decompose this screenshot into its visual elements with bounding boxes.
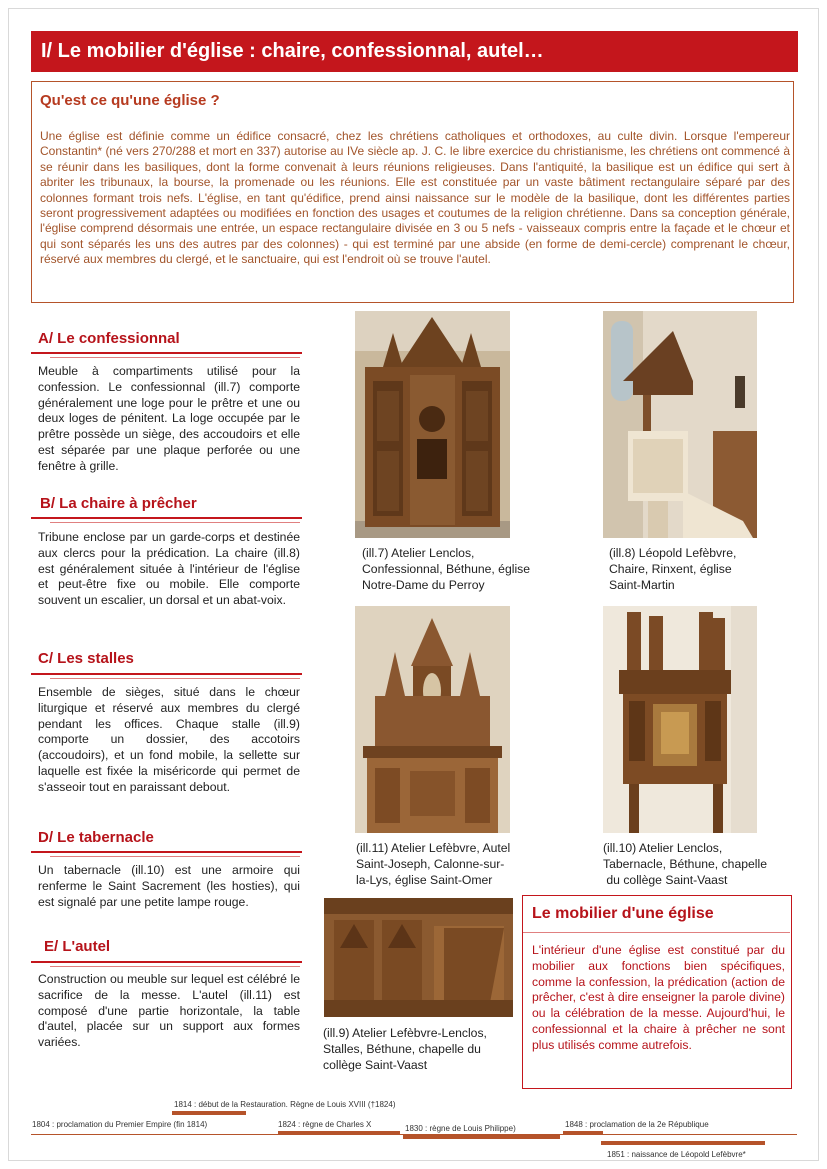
section-rule [31,352,302,354]
section-heading-confessionnal: A/ Le confessionnal [38,330,180,347]
intro-text: Une église est définie comme un édifice consacré, chez les chrétiens catholiques et orthodoxes, au culte divin. Lorsque l'empereur Constantin* (né vers 270/288 et mort en 337) autorise au IVe siècle ap. J. C. le libre exercice du christianisme, les chrétiens ont commencé à se réunir dans les basiliques, dont la forme convenait à leurs réunions religieuses. Dans l'antiquité, la basilique est un édifice qui sert à abriter les tribunaux, la bourse, la promenade ou les réunions. Elle est constituée par un vaste bâtiment rectangulaire séparé par des colonnes formant trois nefs. L'église, en tant qu'édifice, prend ainsi naissance sur le modèle de la basilique, dont les différentes parties seront progressivement adaptées ou modifiées en fonction des usages et coutumes de la religion chrétienne. Dans sa conception générale, l'église comprend désormais une entrée, un espace rectangulaire divisée en 3 ou 5 nefs - vaisseaux compris entre la façade et le chœur et qui sont séparés les uns des autres par des colonnes) - qui est terminé par une abside (en forme de demi-cercle) comprenant le chœur, réservé aux membres du clergé, et le sanctuaire, qui est l'endroit où se trouve l'autel. [40,129,790,267]
timeline-bar-1830 [403,1135,560,1139]
timeline-bar-1848 [563,1131,603,1135]
caption-line: Saint-Joseph, Calonne-sur- [356,856,505,871]
section-rule [31,517,302,519]
caption-ill10 [603,841,803,888]
section-rule [31,851,302,853]
photo-stalles [324,898,513,1017]
section-text-tabernacle: Un tabernacle (ill.10) est une armoire qui renferme le Saint Sacrement (les hosties), qui est signalé par une petite lampe rouge. [38,863,300,909]
section-text-stalles: Ensemble de sièges, situé dans le chœur liturgique et réservé aux membres du clergé pendant les offices. Chaque stalle (ill.9) comporte un dossier, des accotoirs (accoudoirs), et un fond mobile, la sellette sur laquelle est fixée la miséricorde qui permet de s'asseoir tout en paraissant debout. [38,685,300,794]
photo-confessionnal [355,311,510,538]
section-text-autel: Construction ou meuble sur lequel est célébré le sacrifice de la messe. L'autel (ill.11) est composé d'une partie horizontale, la table d'autel, placée sur un support aux formes variées. [38,972,300,1050]
photo-chaire [603,311,757,538]
caption-ill9 [323,1026,523,1073]
caption-ill11 [356,841,556,888]
timeline-bar-1851 [601,1141,765,1145]
timeline-event-1824: 1824 : règne de Charles X [278,1120,372,1129]
timeline-bar-1814 [172,1111,246,1115]
photo-autel [355,606,510,833]
caption-ill8 [609,546,799,593]
caption-line: Notre-Dame du Perroy [362,577,485,592]
section-heading-tabernacle: D/ Le tabernacle [38,829,154,846]
caption-line: (ill.10) Atelier Lenclos, [603,841,723,855]
timeline-event-1804: 1804 : proclamation du Premier Empire (fin 1814) [32,1120,208,1129]
section-rule-thin [50,856,300,857]
section-rule-thin [50,357,300,358]
caption-line: Saint-Martin [609,577,675,592]
page-title: I/ Le mobilier d'église : chaire, confessionnal, autel… [41,40,544,62]
caption-line: (ill.8) Léopold Lefèbvre, [609,546,737,560]
section-rule-thin [50,966,300,967]
caption-line: Chaire, Rinxent, église [609,561,732,576]
caption-line: collège Saint-Vaast [323,1057,428,1072]
photo-tabernacle [603,606,757,833]
info-box-rule [523,932,790,933]
section-rule [31,673,302,675]
info-box [522,895,792,1089]
section-heading-chaire: B/ La chaire à prêcher [40,495,197,512]
caption-line: du collège Saint-Vaast [603,872,728,887]
intro-heading: Qu'est ce qu'une église ? [40,92,220,109]
caption-ill7 [362,546,562,593]
timeline-event-1830: 1830 : règne de Louis Philippe) [405,1124,516,1133]
caption-line: la-Lys, église Saint-Omer [356,872,493,887]
caption-line: (ill.7) Atelier Lenclos, [362,546,475,560]
timeline-event-1851: 1851 : naissance de Léopold Lefèbvre* [607,1150,746,1159]
section-rule-thin [50,678,300,679]
title-bar [31,31,798,72]
timeline-event-1814: 1814 : début de la Restauration. Règne de Louis XVIII (†1824) [174,1100,396,1109]
section-text-chaire: Tribune enclose par un garde-corps et destinée aux clercs pour la prédication. La chaire (ill.8) est généralement située à l'intérieur de l'église et peut-être fixe ou mobile. Elle comporte souvent un escalier, un dorsal et un abat-voix. [38,530,300,608]
caption-line: Stalles, Béthune, chapelle du [323,1041,481,1056]
caption-line: (ill.9) Atelier Lefèbvre-Lenclos, [323,1026,487,1040]
section-rule [31,961,302,963]
caption-line: Confessionnal, Béthune, église [362,561,531,576]
timeline-event-1848: 1848 : proclamation de la 2e République [565,1120,709,1129]
section-heading-autel: E/ L'autel [44,938,111,955]
info-box-heading: Le mobilier d'une église [532,905,714,922]
info-box-text: L'intérieur d'une église est constitué par du mobilier aux fonctions bien spécifiques, comme la confession, la prédication (action de prêcher, c'est à dire enseigner la parole divine) ou la célébration de la messe. Aujourd'hui, le confessionnal et la chaire à prêcher ne sont plus utilisés comme autrefois. [532,943,785,1052]
timeline-bar-1824 [278,1131,400,1135]
section-text-confessionnal: Meuble à compartiments utilisé pour la confession. Le confessionnal (ill.7) comporte généralement une loge pour le prêtre et une ou deux loges de pénitent. La loge occupée par le prêtre possède un siège, des accoudoirs et elle est séparée par une plaque perforée ou une fenêtre à grille. [38,364,300,473]
caption-line: (ill.11) Atelier Lefèbvre, Autel [356,841,511,855]
intro-box [31,81,794,303]
section-heading-stalles: C/ Les stalles [38,650,134,667]
section-rule-thin [50,522,300,523]
caption-line: Tabernacle, Béthune, chapelle [603,856,767,871]
